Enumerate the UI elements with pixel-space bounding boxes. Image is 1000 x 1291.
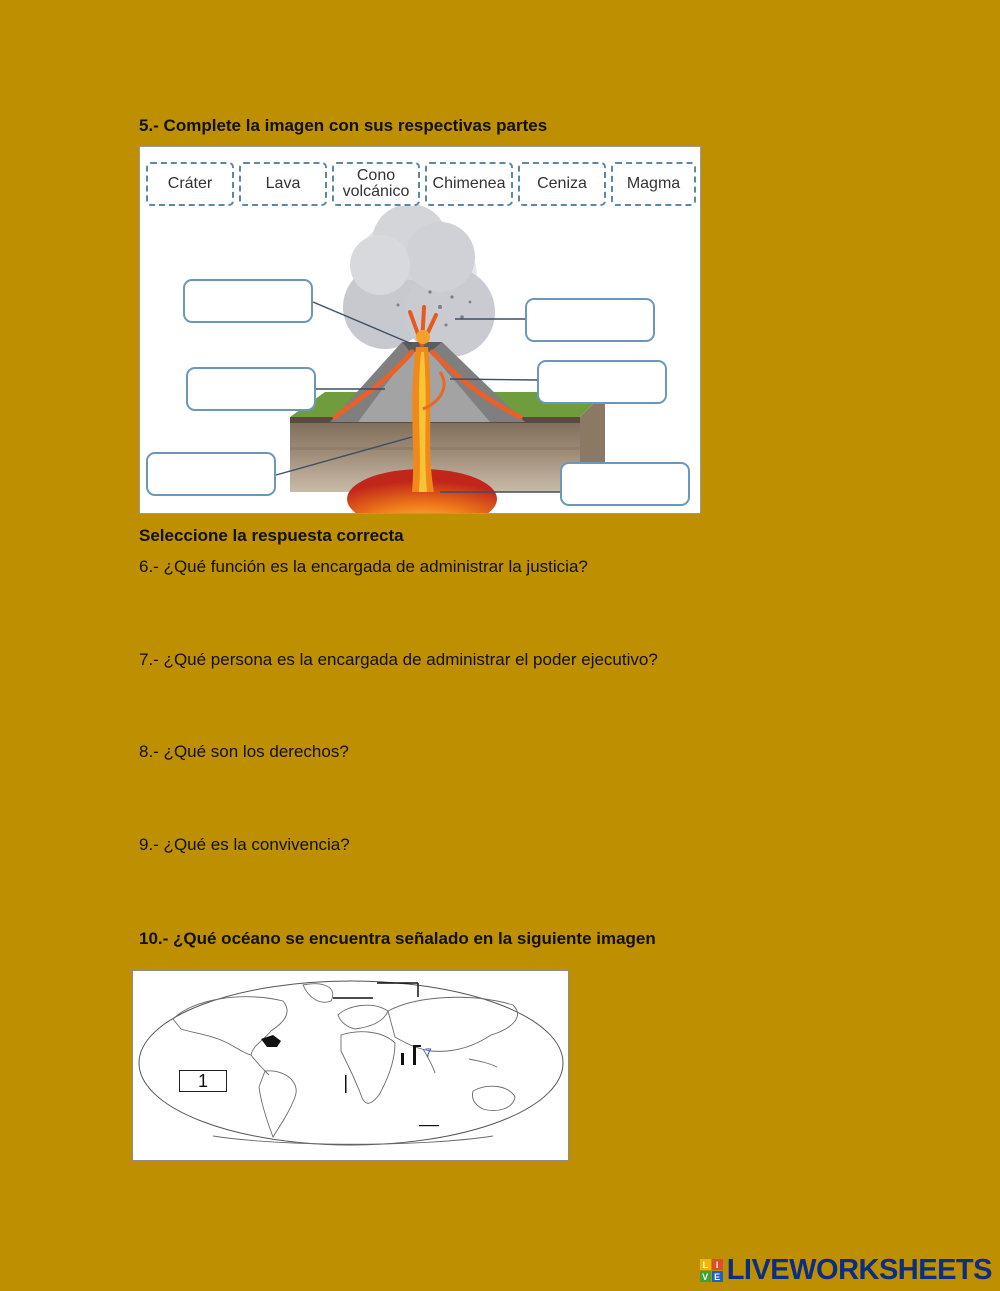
word-card-cono-volcanico[interactable]: Cono volcánico	[332, 162, 420, 206]
question-5-title: 5.- Complete la imagen con sus respectivas partes	[139, 116, 548, 135]
world-map	[132, 970, 569, 1161]
answer-box-upper-right[interactable]	[525, 298, 655, 342]
section-instruction: Seleccione la respuesta correcta	[139, 526, 404, 545]
answer-box-lower-right[interactable]	[560, 462, 690, 506]
word-card-ceniza[interactable]: Ceniza	[518, 162, 606, 206]
word-card-chimenea[interactable]: Chimenea	[425, 162, 513, 206]
question-6: 6.- ¿Qué función es la encargada de administrar la justicia?	[139, 557, 588, 576]
brand-icon: L I V E	[700, 1259, 723, 1282]
answer-box-middle-right[interactable]	[537, 360, 667, 404]
word-card-crater[interactable]: Cráter	[146, 162, 234, 206]
liveworksheets-logo	[700, 1254, 992, 1287]
world-map-outline	[133, 971, 569, 1161]
question-8: 8.- ¿Qué son los derechos?	[139, 742, 349, 761]
word-card-magma[interactable]: Magma	[611, 162, 696, 206]
answer-box-upper-left[interactable]	[183, 279, 313, 323]
question-10-title: 10.- ¿Qué océano se encuentra señalado en la siguiente imagen	[139, 929, 656, 948]
answer-box-lower-left[interactable]	[146, 452, 276, 496]
answer-box-middle-left[interactable]	[186, 367, 316, 411]
question-9: 9.- ¿Qué es la convivencia?	[139, 835, 350, 854]
map-answer-label[interactable]: 1	[179, 1070, 227, 1092]
svg-text:7: 7	[425, 1046, 432, 1060]
question-7: 7.- ¿Qué persona es la encargada de administrar el poder ejecutivo?	[139, 650, 658, 669]
word-card-lava[interactable]: Lava	[239, 162, 327, 206]
volcano-diagram	[139, 146, 701, 514]
brand-name: LIVEWORKSHEETS	[726, 1254, 992, 1286]
